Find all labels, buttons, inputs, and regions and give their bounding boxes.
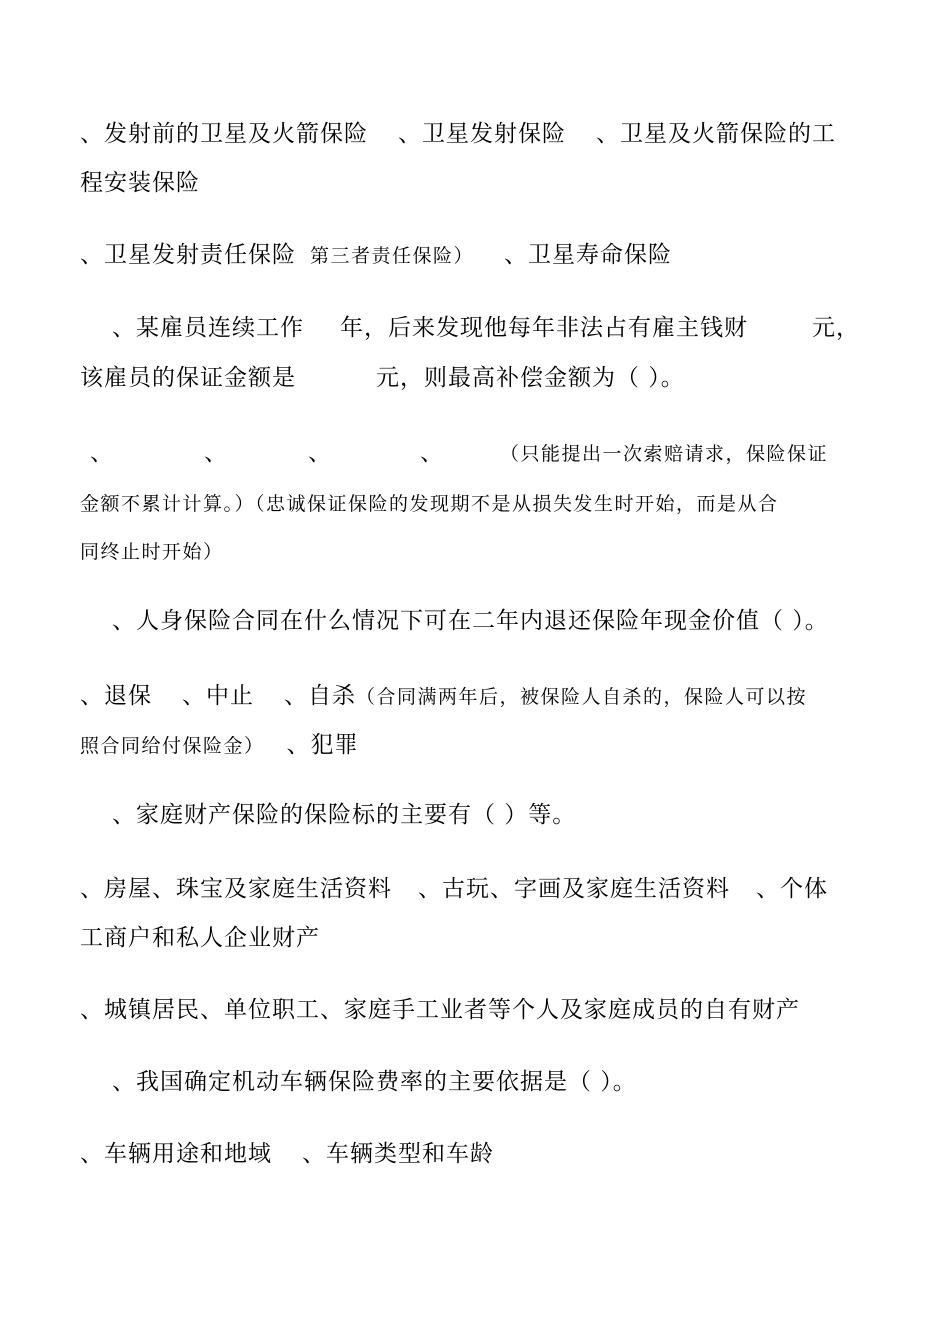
option-b: 、卫星发射保险 [398, 121, 566, 147]
satellite-options-line-1 [80, 121, 880, 147]
option-a: 、 [90, 440, 114, 466]
option-e: 、卫星寿命保险 [504, 242, 673, 268]
question-suffix: 元，则最高补偿金额为（ ）。 [376, 365, 685, 391]
option-a: 、发射前的卫星及火箭保险 [80, 121, 368, 147]
option-b: 、古玩、字画及家庭生活资料 [418, 876, 730, 902]
satellite-options-line-3 [80, 242, 880, 269]
option-d: 、犯罪 [286, 732, 359, 758]
option-c: 、自杀 [284, 683, 356, 709]
vehicle-question [112, 1069, 882, 1095]
question-amount-label: 该雇员的保证金额是 [80, 365, 296, 391]
question-stem: 、我国确定机动车辆保险费率的主要依据是（ ）。 [112, 1069, 637, 1095]
property-options-line-3 [80, 997, 880, 1023]
employee-question-line-2 [80, 365, 880, 391]
option-a: 、房屋、珠宝及家庭生活资料 [80, 876, 392, 902]
question-unit: 元， [812, 315, 860, 341]
employee-note-line-2 [80, 491, 880, 517]
answer-note-end: 同终止时开始） [80, 541, 224, 563]
option-c: 、卫星及火箭保险的工 [596, 121, 836, 147]
property-options-line-2 [80, 925, 880, 951]
life-options-line-2 [80, 732, 880, 759]
option-b: 、中止 [182, 683, 254, 709]
option-d: 、城镇居民、单位职工、家庭手工业者等个人及家庭成员的自有财产 [80, 997, 800, 1023]
employee-options-line [80, 440, 880, 467]
answer-note-continued: 金额不累计计算。）（忠诚保证保险的发现期不是从损失发生时开始，而是从合 [80, 493, 779, 515]
option-d-note: 第三者责任保险） [310, 245, 475, 267]
option-c-continued: 程安装保险 [80, 170, 200, 196]
option-b: 、车辆类型和车龄 [302, 1141, 494, 1167]
employee-question-line-1 [112, 315, 882, 341]
question-mid: 年，后来发现他每年非法占有雇主钱财 [340, 315, 748, 341]
property-options-line-1 [80, 876, 880, 902]
option-d: 、卫星发射责任保险 [80, 242, 296, 268]
option-d: 、 [420, 440, 444, 466]
option-b: 、 [204, 440, 228, 466]
question-stem: 、家庭财产保险的保险标的主要有（ ）等。 [112, 802, 577, 828]
option-a: 、车辆用途和地域 [80, 1141, 272, 1167]
life-question [112, 608, 882, 634]
question-stem: 、人身保险合同在什么情况下可在二年内退还保险年现金价值（ ）。 [112, 608, 829, 634]
option-c-continued: 工商户和私人企业财产 [80, 925, 320, 951]
satellite-options-line-2 [80, 170, 880, 196]
answer-note: （只能提出一次索赔请求，保险保证 [500, 443, 829, 465]
question-prefix: 、某雇员连续工作 [112, 315, 304, 341]
life-options-line-1 [80, 683, 880, 710]
option-c-note: （合同满两年后，被保险人自杀的，保险人可以按 [356, 686, 808, 708]
employee-note-line-3 [80, 539, 880, 565]
option-a: 、退保 [80, 683, 152, 709]
option-c-note-continued: 照合同给付保险金） [80, 735, 265, 757]
option-c: 、个体 [756, 876, 828, 902]
property-question [112, 802, 882, 828]
vehicle-options-line-1 [80, 1141, 880, 1167]
option-c: 、 [308, 440, 332, 466]
